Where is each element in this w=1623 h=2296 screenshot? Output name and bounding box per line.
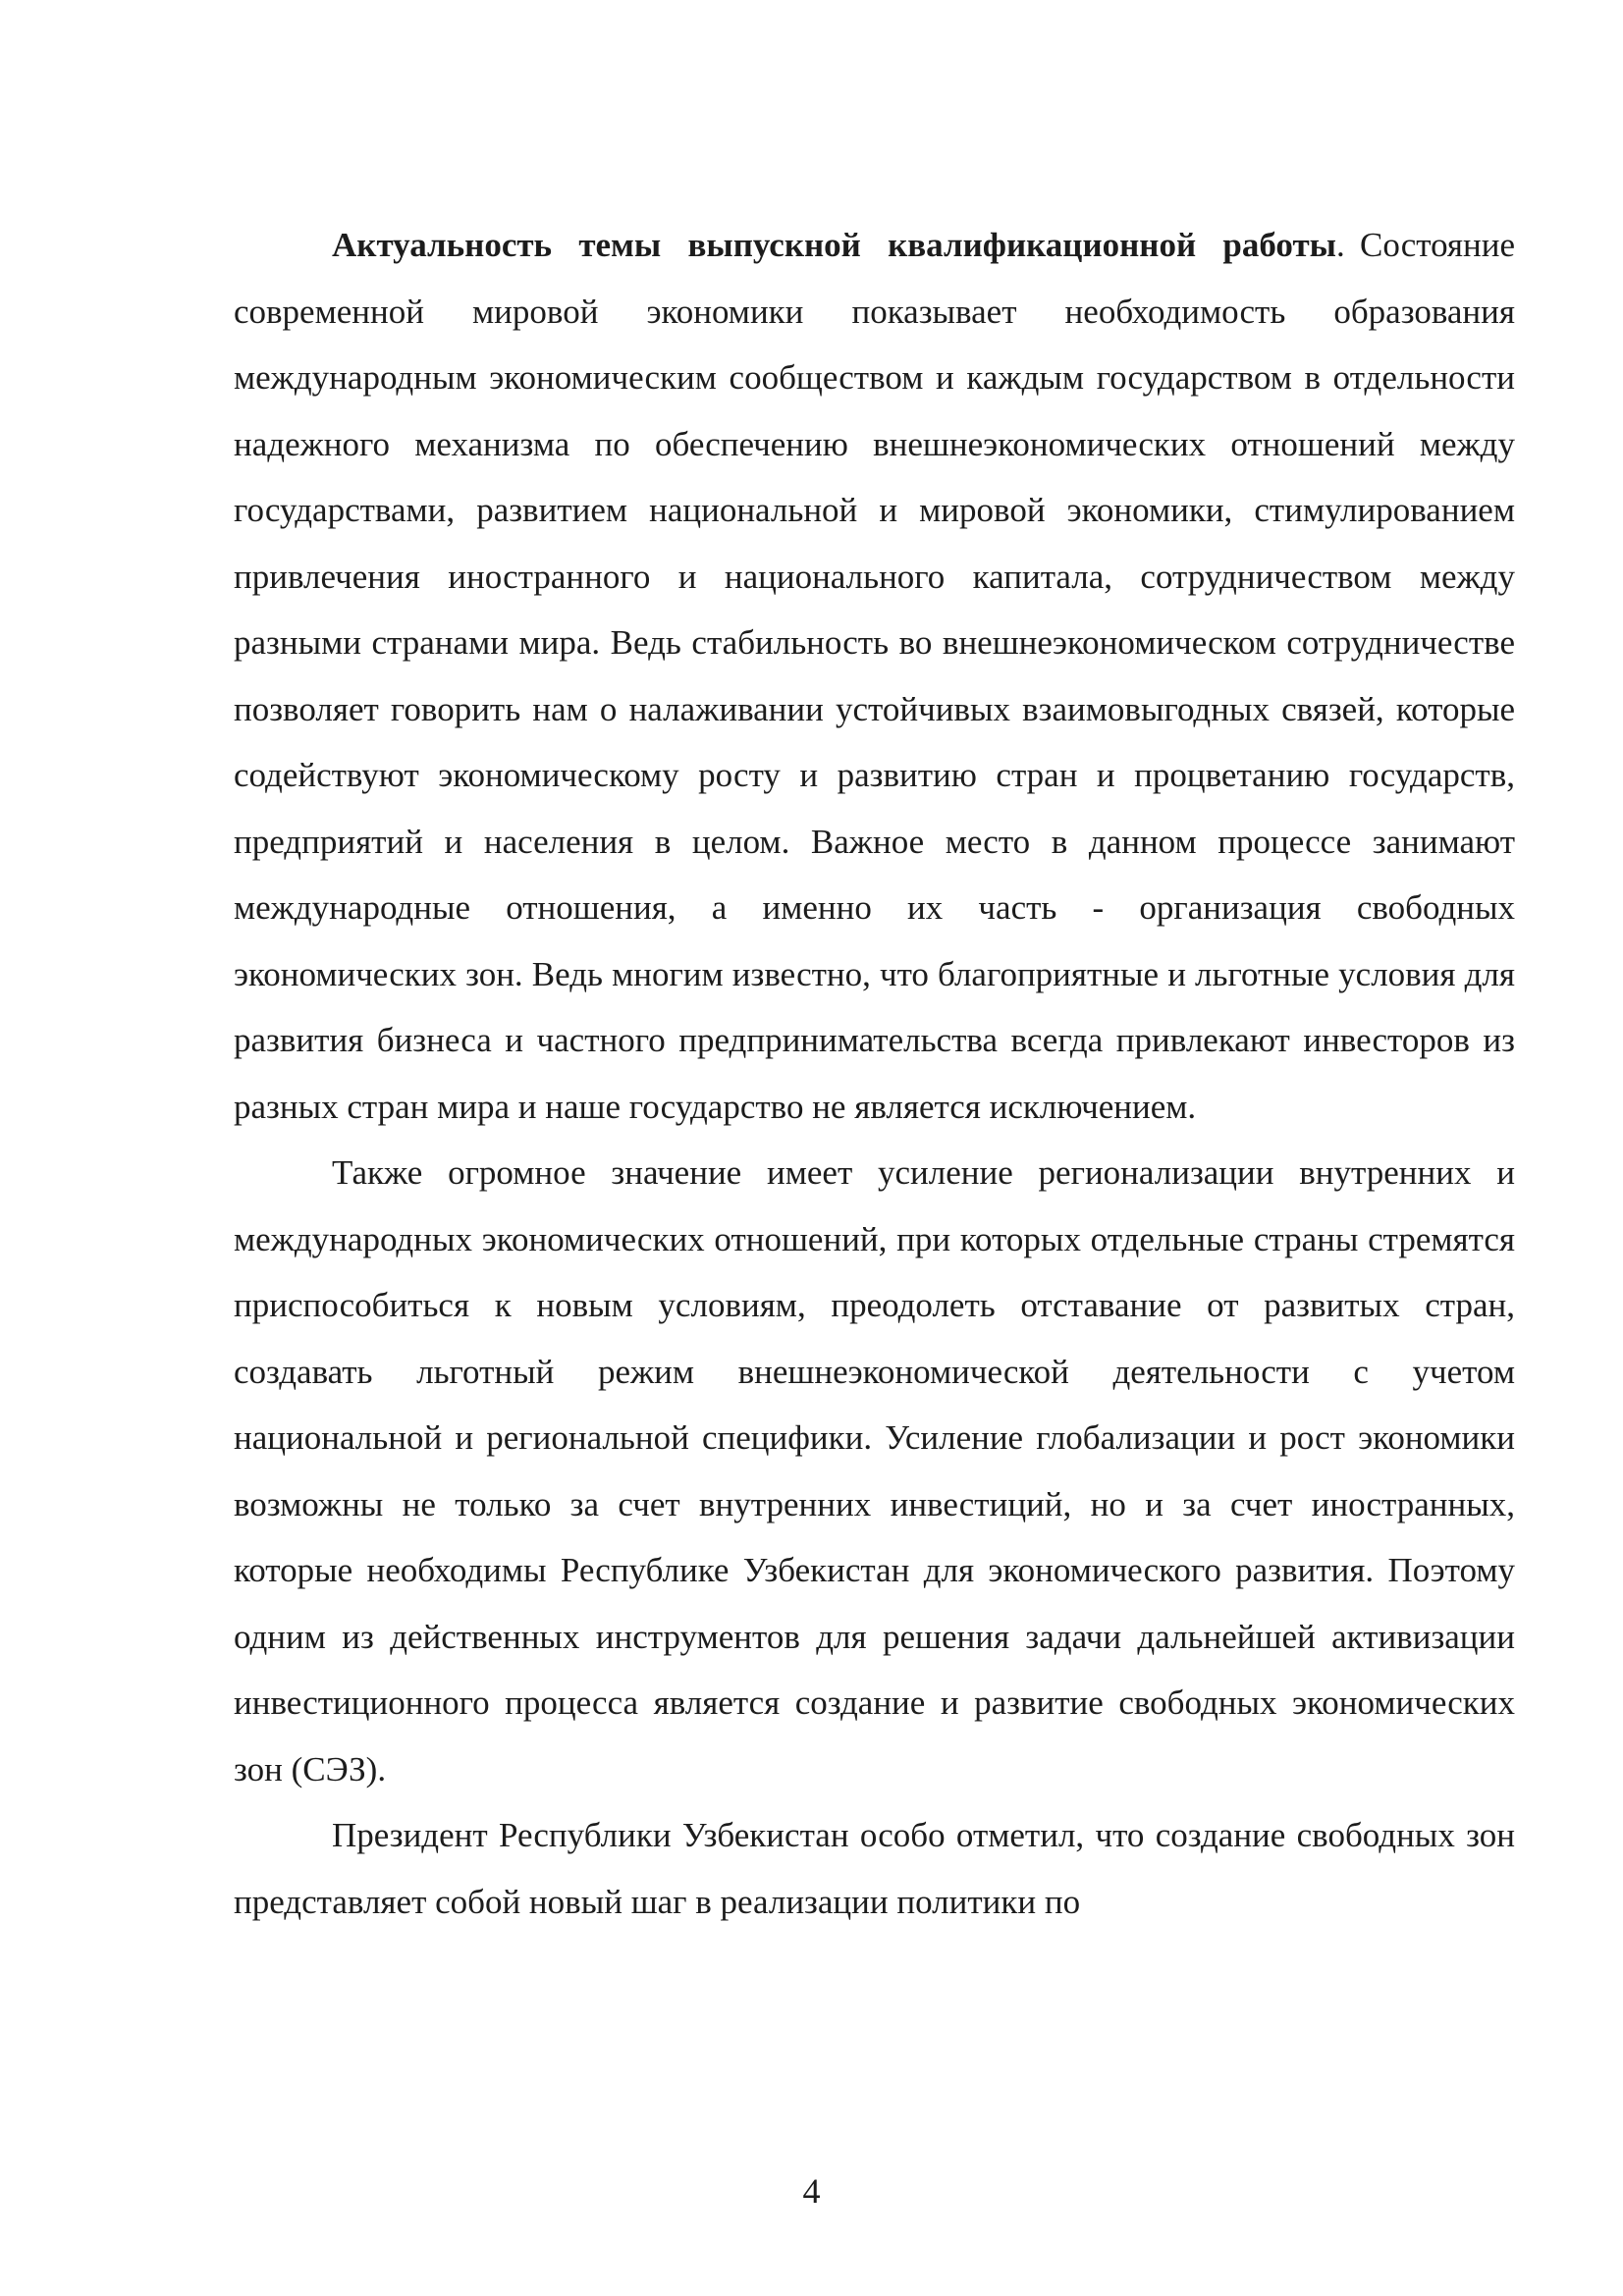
paragraph-president xyxy=(234,1802,1515,1935)
paragraph-text: Также огромное значение имеет усиление регионализации внутренних и международных экономических отношений, при которых отдельные страны стремятся приспособиться к новым условиям, преодолеть отставание от развитых стран, создавать льготный режим внешнеэкономической деятельности с учетом национальной и региональной специфики. Усиление глобализации и рост экономики возможны не только за счет внутренних инвестиций, но и за счет иностранных, которые необходимы Республике Узбекистан для экономического развития. Поэтому одним из действенных инструментов для решения задачи дальнейшей активизации инвестиционного процесса является создание и развитие свободных экономических зон (СЭЗ). xyxy=(234,1153,1515,1789)
section-lead-heading: Актуальность темы выпускной квалификационной работы xyxy=(332,226,1336,264)
paragraph-text: . Состояние современной мировой экономики показывает необходимость образования международным экономическим сообществом и каждым государством в отдельности надежного механизма по обеспечению внешнеэкономических отношений между государствами, развитием национальной и мировой экономики, стимулированием привлечения иностранного и национального капитала, сотрудничеством между разными странами мира. Ведь стабильность во внешнеэкономическом сотрудничестве позволяет говорить нам о налаживании устойчивых взаимовыгодных связей, которые содействуют экономическому росту и развитию стран и процветанию государств, предприятий и населения в целом. Важное место в данном процессе занимают международные отношения, а именно их часть - организация свободных экономических зон. Ведь многим известно, что благоприятные и льготные условия для развития бизнеса и частного предпринимательства всегда привлекают инвесторов из разных стран мира и наше государство не является исключением. xyxy=(234,226,1515,1126)
paragraph-regionalization xyxy=(234,1140,1515,1802)
page-number: 4 xyxy=(802,2171,821,2211)
paragraph-relevance xyxy=(234,212,1515,1140)
paragraph-text: Президент Республики Узбекистан особо отметил, что создание свободных зон представляет собой новый шаг в реализации политики по xyxy=(234,1816,1515,1921)
body-text xyxy=(234,212,1515,1935)
